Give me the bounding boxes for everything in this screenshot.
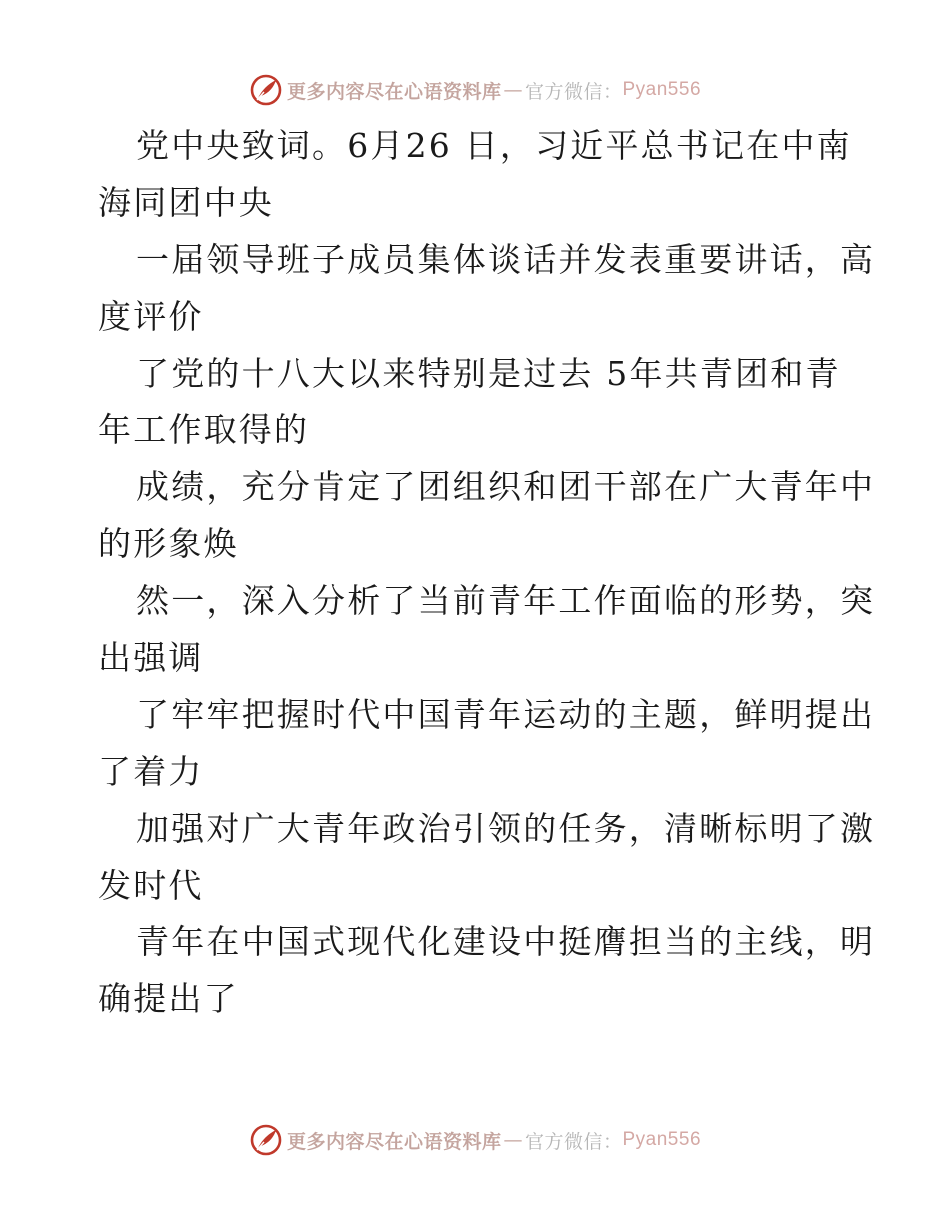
paragraph-line: 成绩，充分肯定了团组织和团干部在广大青年中 [136,467,876,507]
watermark-wechat-label: 官方微信： [524,80,623,103]
paragraph-line: 然一，深入分析了当前青年工作面临的形势，突 [136,581,876,621]
paragraph-line: 党中央致词。6月26 日，习近平总书记在中南 [136,126,852,165]
paragraph-line: 年工作取得的 [98,410,310,450]
paragraph-line: 了牢牢把握时代中国青年运动的主题，鲜明提出 [136,694,876,734]
watermark-wechat-id: Pyan556 [622,1129,702,1150]
paragraph-line: 一届领导班子成员集体谈话并发表重要讲话，高 [136,239,876,279]
watermark-text [287,1127,701,1154]
watermark-wechat-label: 官方微信： [524,1130,623,1153]
paragraph-line: 的形象焕 [98,524,239,564]
paragraph-line: 海同团中央 [98,182,274,222]
paragraph-line: 了着力 [98,751,204,791]
feather-pen-icon [249,73,283,107]
watermark-wechat-id: Pyan556 [622,79,702,100]
paragraph-line: 加强对广大青年政治引领的任务，清晰标明了激 [136,808,876,848]
footer-watermark [0,1120,950,1160]
feather-pen-icon [249,1123,283,1157]
paragraph-line: 确提出了 [98,979,239,1019]
paragraph-line: 度评价 [98,296,204,336]
watermark-promo-text: 更多内容尽在心语资料库 [286,80,502,103]
paragraph-line: 青年在中国式现代化建设中挺膺担当的主线，明 [136,922,876,962]
watermark-dash: — [503,1129,523,1151]
watermark-dash: — [503,79,523,101]
watermark-promo-text: 更多内容尽在心语资料库 [286,1130,502,1153]
paragraph-line: 发时代 [98,865,204,905]
paragraph-line: 出强调 [98,638,204,678]
watermark-text [287,77,701,104]
header-watermark [0,70,950,110]
paragraph-line: 了党的十八大以来特别是过去 5年共青团和青 [136,353,841,393]
document-body [98,118,876,1028]
